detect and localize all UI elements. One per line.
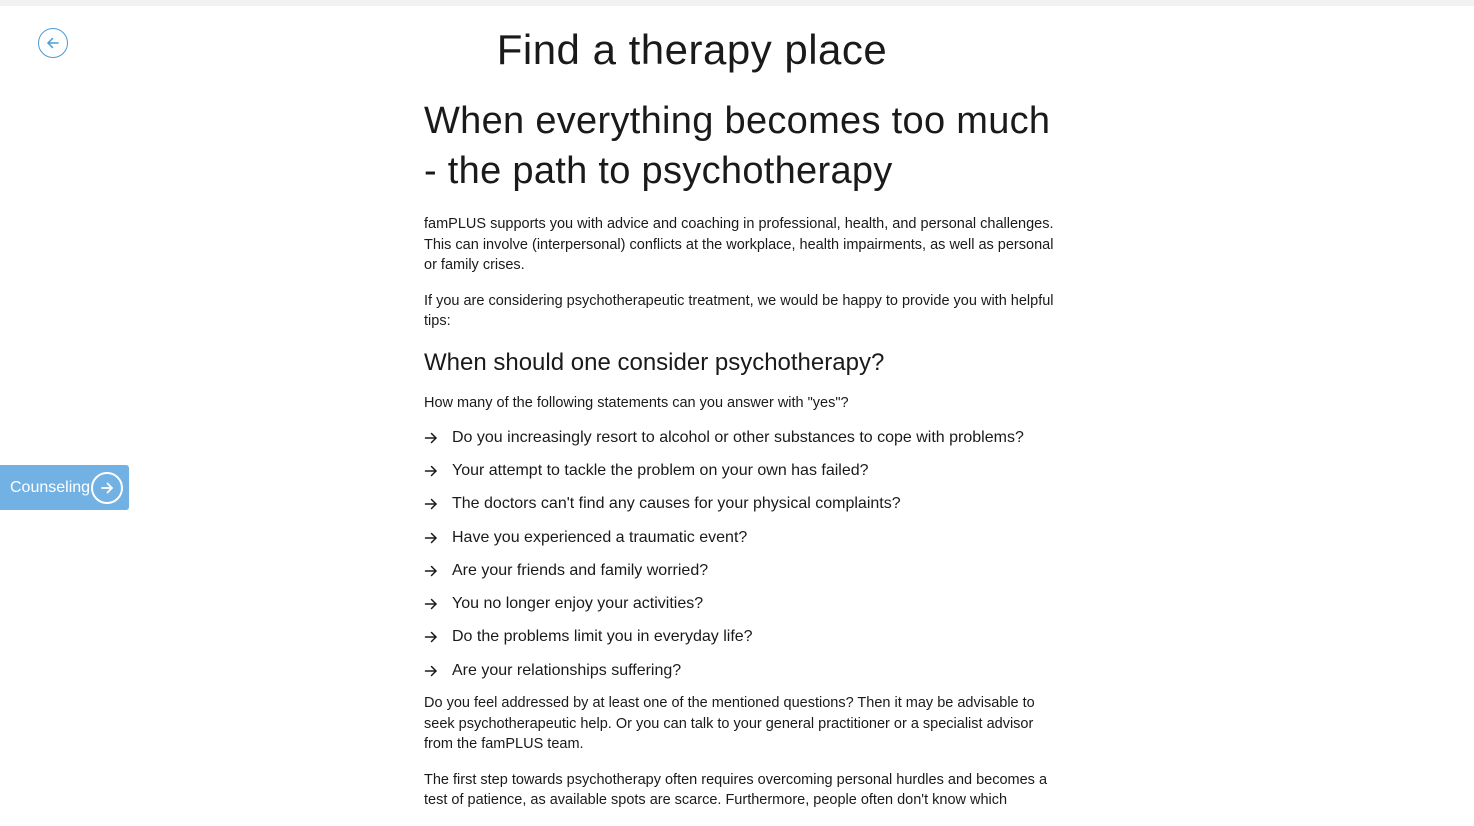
counseling-tab-label: Counseling	[10, 478, 91, 496]
list-item	[424, 654, 1054, 687]
arrow-right-icon	[424, 431, 452, 445]
advice-paragraph: Do you feel addressed by at least one of the mentioned questions? Then it may be advisable to seek psychotherapeutic help. Or you can talk to your general practitioner or a specialist advisor from the famPLUS team.	[424, 695, 1035, 753]
counseling-tab-button[interactable]	[0, 465, 129, 510]
arrow-right-icon	[424, 497, 452, 511]
question-list	[424, 421, 1054, 687]
question-prompt: How many of the following statements can you answer with "yes"?	[424, 394, 849, 411]
question-text: The doctors can't find any causes for your physical complaints?	[452, 495, 901, 513]
tips-paragraph: If you are considering psychotherapeutic treatment, we would be happy to provide you with helpful tips:	[424, 292, 1054, 329]
question-text: Your attempt to tackle the problem on your own has failed?	[452, 461, 869, 479]
list-item	[424, 454, 1054, 487]
list-item	[424, 488, 1054, 521]
list-item	[424, 521, 1054, 554]
arrow-right-icon	[424, 564, 452, 578]
list-item	[424, 621, 1054, 654]
first-step-paragraph: The first step towards psychotherapy often requires overcoming personal hurdles and becomes a test of patience, as available spots are scarce. Furthermore, people often don't know which	[424, 771, 1048, 809]
arrow-right-icon	[424, 630, 452, 644]
list-item	[424, 421, 1054, 454]
question-text: Do you increasingly resort to alcohol or other substances to cope with problems?	[452, 428, 1024, 446]
list-item	[424, 587, 1054, 620]
question-text: Are your relationships suffering?	[452, 661, 682, 679]
intro-paragraph: famPLUS supports you with advice and coaching in professional, health, and personal challenges. This can involve (interpersonal) conflicts at the workplace, health impairments, as well as personal or family crises.	[424, 216, 1054, 273]
arrow-right-icon	[424, 464, 452, 478]
list-item	[424, 554, 1054, 587]
top-bar	[0, 0, 1474, 6]
page-title: Find a therapy place	[496, 26, 888, 73]
arrow-right-circle-icon	[91, 472, 123, 504]
article-subheading: When should one consider psychotherapy?	[424, 348, 885, 376]
article	[424, 96, 1054, 826]
arrow-right-icon	[424, 597, 452, 611]
arrow-right-icon	[424, 531, 452, 545]
question-text: Are your friends and family worried?	[452, 561, 709, 579]
question-text: Have you experienced a traumatic event?	[452, 528, 748, 546]
arrow-right-icon	[424, 664, 452, 678]
question-text: Do the problems limit you in everyday life?	[452, 628, 753, 646]
question-text: You no longer enjoy your activities?	[452, 595, 704, 613]
article-heading: When everything becomes too much - the path to psychotherapy	[424, 100, 1051, 192]
